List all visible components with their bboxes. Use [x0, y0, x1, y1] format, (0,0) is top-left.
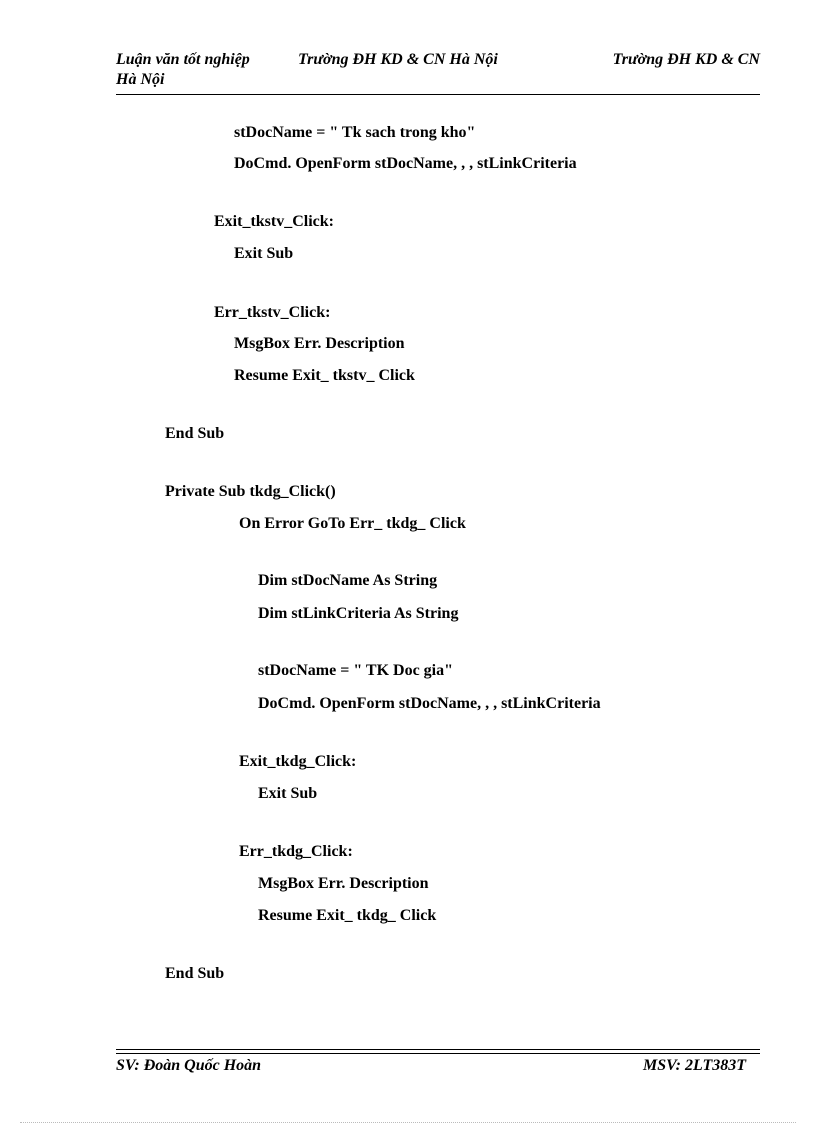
code-line: End Sub — [165, 965, 225, 982]
page-footer — [116, 1056, 760, 1076]
header-university-name: Trường ĐH KD & CN Hà Nội — [298, 51, 498, 68]
code-line: Resume Exit_ tkstv_ Click — [234, 367, 415, 384]
code-line: MsgBox Err. Description — [234, 335, 405, 352]
code-line: DoCmd. OpenForm stDocName, , , stLinkCriteria — [258, 695, 601, 712]
code-line: On Error GoTo Err_ tkdg_ Click — [239, 515, 466, 532]
footer-divider — [116, 1053, 760, 1054]
code-line: stDocName = " Tk sach trong kho" — [234, 124, 476, 141]
header-thesis-label: Luận văn tốt nghiệp — [116, 51, 250, 68]
code-line: MsgBox Err. Description — [258, 875, 429, 892]
footer-student-id: MSV: 2LT383T — [643, 1057, 746, 1074]
code-line: Resume Exit_ tkdg_ Click — [258, 907, 437, 924]
code-line: Exit_tkdg_Click: — [239, 753, 357, 770]
footer-divider — [116, 1049, 760, 1050]
code-line: Exit_tkstv_Click: — [214, 213, 334, 230]
code-line: Private Sub tkdg_Click() — [165, 483, 336, 500]
code-line: Err_tkstv_Click: — [214, 304, 331, 321]
footer-student-name: SV: Đoàn Quốc Hoàn — [116, 1057, 262, 1074]
code-line: stDocName = " TK Doc gia" — [258, 662, 454, 679]
header-university-name-repeat: Trường ĐH KD & CN — [612, 51, 760, 68]
header-continuation: Hà Nội — [116, 71, 165, 88]
code-line: Dim stDocName As String — [258, 572, 438, 589]
code-line: Exit Sub — [258, 785, 318, 802]
code-line: Exit Sub — [234, 245, 294, 262]
code-line: DoCmd. OpenForm stDocName, , , stLinkCriteria — [234, 155, 577, 172]
code-line: End Sub — [165, 425, 225, 442]
code-line: Err_tkdg_Click: — [239, 843, 353, 860]
code-line: Dim stLinkCriteria As String — [258, 605, 459, 622]
